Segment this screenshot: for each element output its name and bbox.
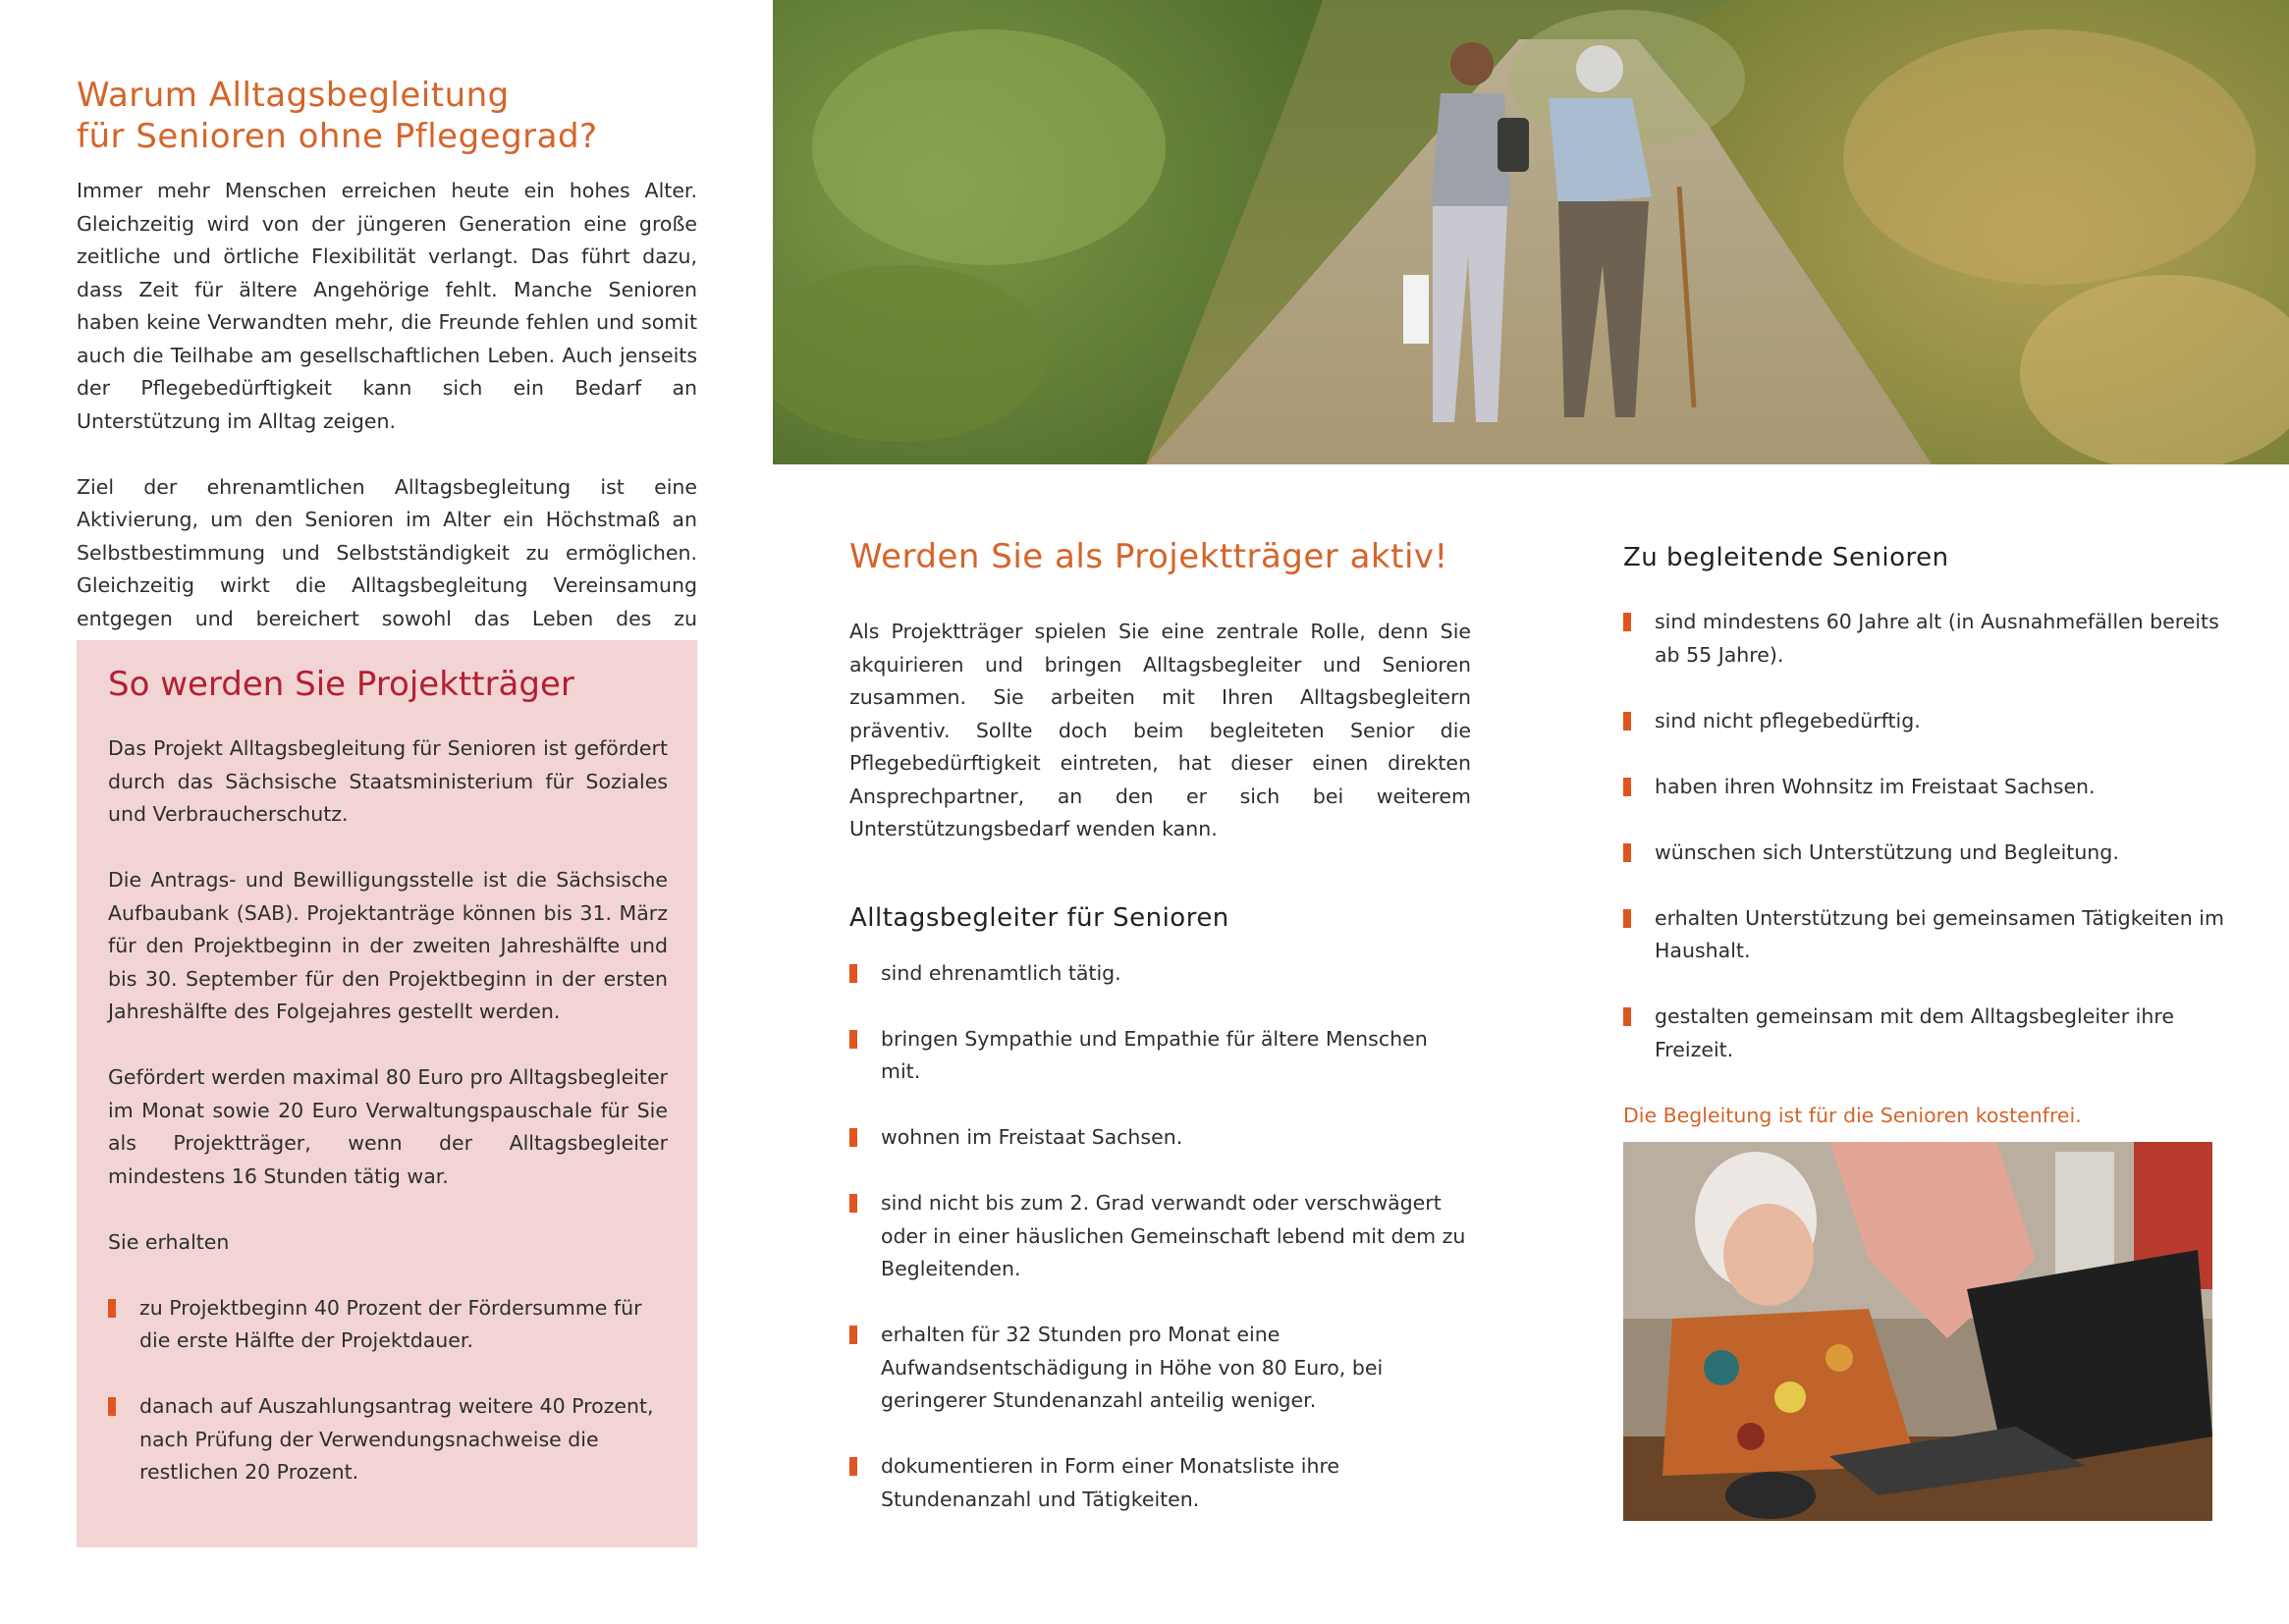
list-item: bringen Sympathie und Empathie für ältere Menschen mit. [849, 1023, 1471, 1089]
list-item: sind mindestens 60 Jahre alt (in Ausnahmefällen bereits ab 55 Jahre). [1623, 606, 2242, 672]
bullet-marker [849, 1128, 857, 1147]
box-paragraph-3: Gefördert werden maximal 80 Euro pro Alltagsbegleiter im Monat sowie 20 Euro Verwaltungspauschale für Sie als Projektträger, wenn der Alltagsbegleiter mindestens 16 Stunden tätig war. [108, 1065, 668, 1188]
bullet-marker [1623, 843, 1631, 862]
left-paragraph-1: Immer mehr Menschen erreichen heute ein hohes Alter. Gleichzeitig wird von der jüngeren Generation eine große zeitliche und örtliche Flexibilität verlangt. Das führt dazu, dass Zeit für ältere Angehörige fehlt. Manche Senioren haben keine Verwandten mehr, die Freunde fehlen und somit auch die Teilhabe am gesellschaftlichen Leben. Auch jenseits der Pflegebedürftigkeit kann sich ein Bedarf an Unterstützung im Alltag zeigen. [77, 179, 697, 433]
list-item: erhalten für 32 Stunden pro Monat eine Aufwandsentschädigung in Höhe von 80 Euro, bei geringerer Stundenanzahl anteilig weniger. [849, 1319, 1471, 1418]
middle-bullet-list [849, 957, 1471, 1517]
bullet-marker [108, 1299, 116, 1318]
bullet-marker [1623, 712, 1631, 731]
list-item: dokumentieren in Form einer Monatsliste ihre Stundenanzahl und Tätigkeiten. [849, 1450, 1471, 1516]
left-heading [77, 75, 697, 157]
bullet-marker [1623, 613, 1631, 631]
box-paragraph-1: Das Projekt Alltagsbegleitung für Senioren ist gefördert durch das Sächsische Staatsministerium für Soziales und Verbraucherschutz. [108, 736, 668, 826]
middle-paragraph: Als Projektträger spielen Sie eine zentrale Rolle, denn Sie akquirieren und bringen Alltagsbegleiter und Senioren zusammen. Sie arbeiten mit Ihren Alltagsbegleitern präventiv. Sollte doch beim begleiteten Senior die Pflegebedürftigkeit eintreten, hat dieser einen direkten Ansprechpartner, an den er sich bei weiterem Unterstützungsbedarf wenden kann. [849, 620, 1471, 840]
bullet-marker [1623, 1007, 1631, 1026]
bullet-marker [849, 1457, 857, 1476]
bullet-marker [1623, 778, 1631, 796]
right-note-free: Die Begleitung ist für die Senioren kostenfrei. [1623, 1103, 2082, 1127]
list-item: sind nicht bis zum 2. Grad verwandt oder verschwägert oder in einer häuslichen Gemeinschaft lebend mit dem zu Begleitenden. [849, 1187, 1471, 1286]
laptop-image [1623, 1142, 2212, 1521]
bullet-marker [849, 1194, 857, 1213]
middle-subheading: Alltagsbegleiter für Senioren [849, 902, 1229, 933]
list-item: zu Projektbeginn 40 Prozent der Fördersumme für die erste Hälfte der Projektdauer. [108, 1292, 668, 1358]
forest-path-image [773, 0, 2289, 464]
photo-seniors-walking [773, 0, 2289, 464]
list-item: erhalten Unterstützung bei gemeinsamen Tätigkeiten im Haushalt. [1623, 902, 2242, 968]
box-content [108, 664, 668, 1522]
list-item: wohnen im Freistaat Sachsen. [849, 1121, 1471, 1155]
box-heading: So werden Sie Projektträger [108, 665, 574, 704]
right-column [1623, 542, 2242, 1132]
bullet-marker [849, 1326, 857, 1344]
right-subheading: Zu begleitende Senioren [1623, 543, 1949, 572]
left-heading-line2: für Senioren ohne Pflegegrad? [77, 117, 598, 156]
list-item: wünschen sich Unterstützung und Begleitung. [1623, 837, 2242, 870]
middle-column [849, 536, 1471, 1549]
box-paragraph-4: Sie erhalten [108, 1229, 230, 1254]
projekttraeger-info-box [77, 640, 697, 1547]
box-bullet-list [108, 1292, 668, 1489]
right-bullet-list [1623, 606, 2242, 1066]
list-item: danach auf Auszahlungsantrag weitere 40 Prozent, nach Prüfung der Verwendungsnachweise die restlichen 20 Prozent. [108, 1390, 668, 1489]
bullet-marker [849, 964, 857, 983]
left-column [77, 75, 697, 669]
photo-senior-laptop [1623, 1142, 2212, 1521]
middle-heading: Werden Sie als Projektträger aktiv! [849, 537, 1448, 576]
list-item: sind nicht pflegebedürftig. [1623, 705, 2242, 738]
bullet-marker [108, 1397, 116, 1416]
bullet-marker [1623, 909, 1631, 928]
left-heading-line1: Warum Alltagsbegleitung [77, 76, 510, 115]
box-paragraph-2: Die Antrags- und Bewilligungsstelle ist die Sächsische Aufbaubank (SAB). Projektanträge können bis 31. März für den Projektbeginn in der zweiten Jahreshälfte und bis 30. September für den Projektbeginn in der ersten Jahreshälfte des Folgejahres gestellt werden. [108, 868, 668, 1023]
left-paragraph-2: Ziel der ehrenamtlichen Alltagsbegleitung ist eine Aktivierung, um den Senioren im Alter ein Höchstmaß an Selbstbestimmung und Selbstständigkeit zu ermöglichen. Gleichzeitig wirkt die Alltagsbegleitung Vereinsamung entgegen und bereichert sowohl das Leben des zu [77, 474, 697, 630]
bullet-marker [849, 1030, 857, 1049]
list-item: gestalten gemeinsam mit dem Alltagsbegleiter ihre Freizeit. [1623, 1001, 2242, 1066]
list-item: haben ihren Wohnsitz im Freistaat Sachsen. [1623, 771, 2242, 804]
list-item: sind ehrenamtlich tätig. [849, 957, 1471, 991]
